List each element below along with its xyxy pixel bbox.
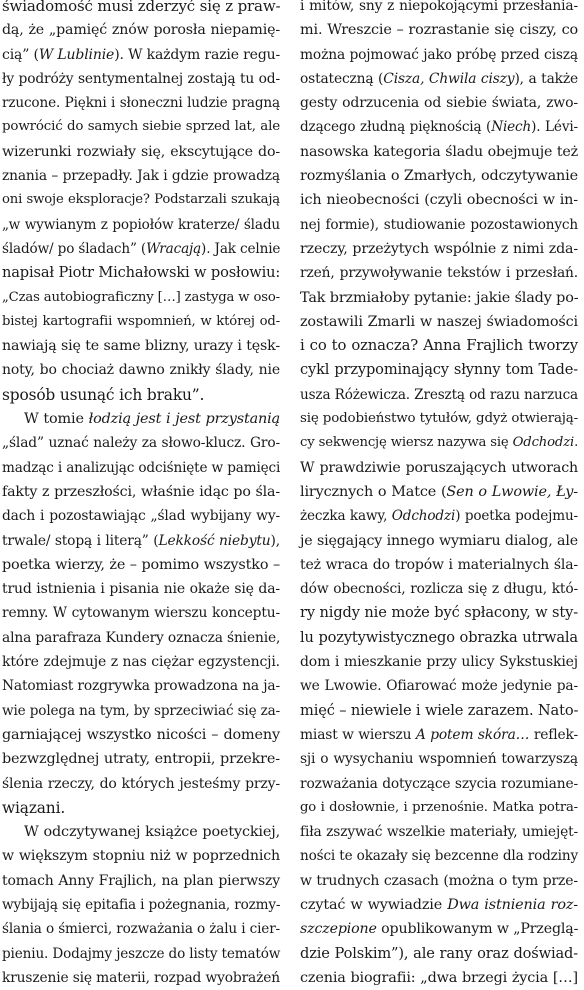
text-line: też wraca do tropów i materialnych śla- bbox=[300, 556, 578, 573]
text-line: trud istnienia i pisania nie okaże się da- bbox=[2, 581, 280, 598]
text-line: ły podróży sentymentalnej zostają tu od- bbox=[2, 70, 280, 87]
text-line: wybijają się epitafia i pożegnania, rozmy- bbox=[2, 896, 281, 913]
text-line: rozmyślania o Zmarłych, odczytywanie bbox=[300, 168, 578, 185]
text-line: Natomiast rozgrywka prowadzona na ja- bbox=[2, 678, 280, 695]
left-column bbox=[2, 0, 281, 986]
right-column bbox=[300, 0, 579, 986]
text-line: „w wywianym z popiołów kraterze/ śladu bbox=[2, 216, 280, 233]
text-line: lu pozytywistycznego obrazka utrwala bbox=[300, 628, 578, 646]
text-line: wie polega na tym, by sprzeciwiać się za- bbox=[2, 702, 281, 719]
text-line: dzie Polskim”), ale rany oraz doświad- bbox=[300, 944, 578, 962]
text-line: rzeń, przywoływanie tekstów i przesłań. bbox=[300, 265, 578, 282]
text-line: ślania o śmierci, rozważania o żalu i cier- bbox=[2, 921, 280, 938]
text-line: zostawili Zmarli w naszej świadomości bbox=[300, 313, 578, 330]
text-line: W tomie łodzią jest i jest przystanią bbox=[24, 411, 281, 428]
text-line: ności te okazały się bezcenne dla rodziny bbox=[300, 848, 579, 865]
text-line: lirycznych o Matce (Sen o Lwowie, Ły- bbox=[300, 483, 578, 500]
text-line: ślenia rzeczy, do których jesteśmy przy- bbox=[2, 775, 280, 792]
text-line: mi. Wreszcie – rozrastanie się ciszy, co bbox=[300, 22, 578, 39]
text-line: ostateczną (Cisza, Chwila ciszy), a także bbox=[300, 70, 578, 87]
text-line: i co to oznacza? Anna Frajlich tworzy bbox=[300, 337, 578, 355]
text-line: świadomość musi zderzyć się z praw- bbox=[2, 0, 281, 15]
text-line: które zdejmuje z nas ciężar egzystencji. bbox=[2, 654, 280, 671]
text-line: madząc i analizując odciśnięte w pamięci bbox=[2, 459, 281, 476]
text-line: się podobieństwo tytułów, gdyż otwierają- bbox=[300, 411, 578, 427]
text-line: oni swoje eksploracje? Podstarzali szukają bbox=[2, 192, 280, 208]
text-line: wizerunki rozwiały się, ekscytujące do- bbox=[2, 143, 280, 160]
text-line: bistej kartografii wspomnień, w której od- bbox=[2, 313, 280, 329]
text-line: rozważania dotyczące szycia rozumiane- bbox=[300, 775, 578, 792]
text-line: remny. W cytowanym wierszu konceptu- bbox=[2, 605, 280, 622]
text-line: poetka wierzy, że – pomimo wszystko – bbox=[2, 556, 280, 573]
text-line: dzącego złudną pięknością (Niech). Lévi- bbox=[300, 119, 578, 136]
text-line: mięć – niewiele i wiele zarazem. Nato- bbox=[300, 701, 579, 719]
text-line: alna parafraza Kundery oznacza śnienie, bbox=[2, 629, 281, 646]
text-line: dą, że „pamięć znów porosła niepamię- bbox=[2, 22, 280, 39]
text-line: miast w wierszu A potem skóra… reflek- bbox=[300, 726, 578, 743]
text-line: dom i mieszkanie przy ulicy Sykstuskiej bbox=[300, 654, 578, 671]
text-line: wiązani. bbox=[2, 798, 66, 817]
text-line: go i dosłownie, i przenośnie. Matka potra- bbox=[300, 799, 578, 815]
text-line: fiła zszywać wszelkie materiały, umiejęt- bbox=[300, 824, 578, 841]
text-line: czytać w wywiadzie Dwa istnienia roz- bbox=[300, 896, 578, 913]
text-line: „Czas autobiograficzny […] zastyga w oso- bbox=[2, 289, 280, 305]
text-line: usza Różewicza. Zresztą od razu narzuca bbox=[300, 386, 578, 403]
text-line: szczepione opublikowanym w „Przeglą- bbox=[300, 921, 579, 938]
text-line: fakty z przeszłości, właśnie idąc po śla- bbox=[2, 483, 280, 500]
text-line: dach i pozostawiając „ślad wybijany wy- bbox=[2, 508, 280, 525]
text-line: czenia biografii: „dwa brzegi życia […] bbox=[300, 969, 578, 986]
text-line: nawiają się te same blizny, urazy i tęsk- bbox=[2, 338, 280, 355]
text-line: gesty odrzucenia od siebie świata, zwo- bbox=[300, 95, 578, 112]
text-line: garniającej wszystko nicości – domeny bbox=[2, 726, 280, 743]
text-line: żeczka kawy, Odchodzi) poetka podejmu- bbox=[300, 508, 578, 525]
text-line: bezwzględnej utraty, entropii, przekre- bbox=[2, 751, 280, 768]
text-line: cykl przypominający słynny tom Tade- bbox=[300, 361, 578, 379]
text-line: cy sekwencję wiersz nazywa się Odchodzi. bbox=[300, 435, 579, 451]
text-line: powrócić do samych siebie sprzed lat, ale bbox=[2, 119, 280, 135]
text-line: Tak brzmiałoby pytanie: jakie ślady po- bbox=[300, 289, 579, 306]
text-line: można pojmować jako próbę przed ciszą bbox=[300, 46, 578, 63]
text-line: w trudnych czasach (można o tym prze- bbox=[300, 872, 578, 889]
text-line: tomach Anny Frajlich, na plan pierwszy bbox=[2, 872, 280, 889]
text-line: W odczytywanej książce poetyckiej, bbox=[24, 824, 280, 841]
text-line: sji o wysychaniu wspomnień towarzyszą bbox=[300, 751, 578, 768]
text-line: dów obecności, rozlicza się z długu, któ- bbox=[300, 581, 578, 598]
text-line: i mitów, sny z niepokojącymi przesłania- bbox=[300, 0, 578, 14]
text-line: pieniu. Dodajmy jeszcze do listy tematów bbox=[2, 945, 281, 962]
text-line: kruszenie się materii, rozpad wyobrażeń bbox=[2, 969, 280, 986]
text-line: nej formie), studiowanie pozostawionych bbox=[300, 216, 578, 233]
text-line: napisał Piotr Michałowski w posłowiu: bbox=[2, 264, 281, 282]
text-line: trwale/ stopą i literą” (Lekkość niebytu), bbox=[2, 532, 280, 549]
text-line: je sięgający innego wymiaru dialog, ale bbox=[300, 532, 578, 549]
text-line: sposób usunąć ich braku”. bbox=[2, 385, 205, 404]
text-line: ich nieobecności (czyli obecności w in- bbox=[300, 192, 578, 209]
text-line: W prawdziwie poruszających utworach bbox=[300, 459, 578, 476]
text-line: rzeczy, przeżytych wspólnie z nimi zda- bbox=[300, 240, 578, 257]
text-line: we Lwowie. Ofiarować może jedynie pa- bbox=[300, 678, 578, 695]
text-line: cią” (W Lublinie). W każdym razie regu- bbox=[2, 46, 281, 63]
text-line: w większym stopniu niż w poprzednich bbox=[2, 848, 280, 865]
text-line: śladów/ po śladach” (Wracają). Jak celnie bbox=[2, 240, 281, 257]
text-line: znania – przepadły. Jak i gdzie prowadzą bbox=[2, 168, 280, 185]
text-line: „ślad” uznać należy za słowo-klucz. Gro- bbox=[2, 435, 280, 452]
text-line: noty, bo chociaż dawno znikły ślady, nie bbox=[2, 362, 280, 379]
text-line: nasowska kategoria śladu obejmuje też bbox=[300, 143, 578, 160]
text-line: ry nigdy nie może być spłacony, w sty- bbox=[300, 604, 578, 622]
text-line: rzucone. Piękni i słoneczni ludzie pragną bbox=[2, 95, 280, 112]
